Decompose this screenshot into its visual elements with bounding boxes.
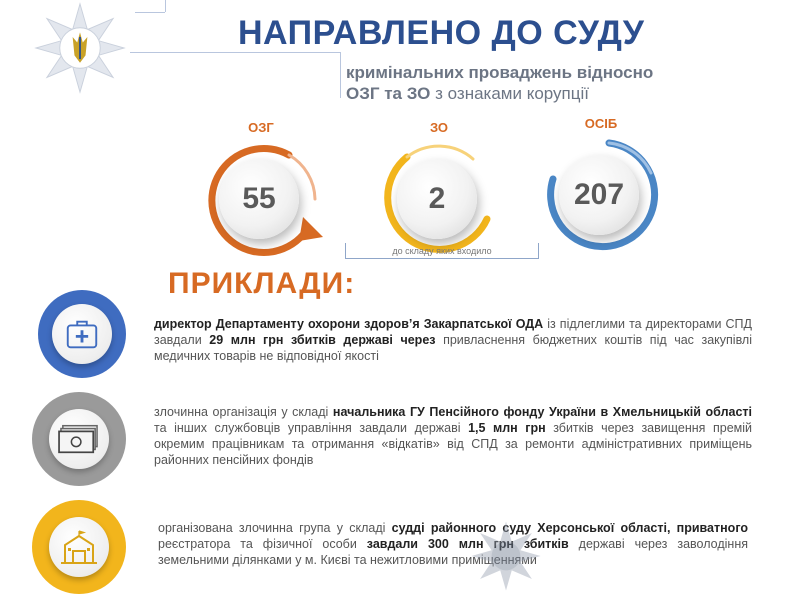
example-text-fragment: 1,5 млн грн [468, 421, 546, 435]
example-text-fragment: завдали 300 млн грн збитків [366, 537, 569, 551]
stat-zo [374, 120, 504, 261]
stat-value: 55 [242, 182, 276, 215]
subtitle-bold: ОЗГ та ЗО [346, 84, 431, 103]
example-3-badge [32, 500, 126, 594]
example-1-inner [52, 304, 112, 364]
decor-line [135, 12, 165, 13]
stat-value-ball [397, 159, 477, 239]
land-building-icon [57, 527, 101, 567]
example-text-fragment: реєстратора та фізичної особи [158, 537, 367, 551]
stat-value: 2 [428, 182, 446, 215]
example-1-text [154, 316, 752, 364]
watermark-star-icon [470, 520, 542, 592]
example-text-fragment: судді районного суду Херсонської області, приватного [391, 521, 748, 535]
example-text-fragment: директор Департаменту охорони здоров’я Закарпатської ОДА [154, 317, 544, 331]
example-text-fragment: начальника ГУ Пенсійного фонду України в Хмельницькій області [332, 405, 753, 419]
bracket-note: до складу яких входило [392, 246, 492, 256]
stat-osib [536, 116, 666, 257]
example-text-fragment: 29 млн грн збитків державі через [209, 333, 436, 347]
decor-line [165, 0, 166, 12]
example-text-fragment: привласнення бюджетних коштів під час закупівлі медичних товарів не відповідної якості [154, 333, 753, 363]
example-2-badge [32, 392, 126, 486]
medical-kit-icon [63, 315, 101, 353]
example-text-fragment: злочинна організація у складі [154, 405, 333, 419]
page-subtitle [346, 62, 653, 104]
example-1-badge [38, 290, 126, 378]
example-2-inner [49, 409, 109, 469]
stat-value: 207 [573, 178, 625, 211]
subtitle-line-1: кримінальних проваджень відносно [346, 63, 654, 82]
example-3-inner [49, 517, 109, 577]
stat-label: ОЗГ [248, 120, 274, 135]
example-2-text [154, 404, 752, 468]
subtitle-line-2 [346, 83, 653, 104]
stat-value-ball [219, 159, 299, 239]
example-3-text [158, 520, 748, 568]
examples-title: ПРИКЛАДИ: [168, 267, 356, 300]
stat-ring [199, 137, 323, 261]
stat-label: ОСІБ [584, 116, 618, 131]
stat-ozg [196, 120, 326, 261]
example-text-fragment: державі через заволодіння земельними ділянками у м. Києві та нежитловими приміщеннями [158, 537, 748, 567]
police-star-logo-icon [34, 2, 126, 94]
example-text-fragment: організована злочинна група у складі [158, 521, 392, 535]
example-text-fragment: збитків через завищення премій окремим працівникам та отримання «відкатів» від СПД за ремонти адміністративних приміщень районних пенсійних фондів [154, 421, 752, 467]
stat-value-ball [559, 155, 639, 235]
example-text-fragment: та інших службовців управління завдали державі [154, 421, 469, 435]
stat-ring [539, 133, 663, 257]
example-text-fragment: із підлеглими та директорами СПД завдали [154, 317, 753, 347]
money-stack-icon [56, 420, 102, 458]
stat-label: ЗО [429, 120, 449, 135]
page-title: НАПРАВЛЕНО ДО СУДУ [238, 14, 645, 52]
subtitle-rest: з ознаками корупції [430, 84, 589, 103]
decor-line [340, 52, 341, 98]
